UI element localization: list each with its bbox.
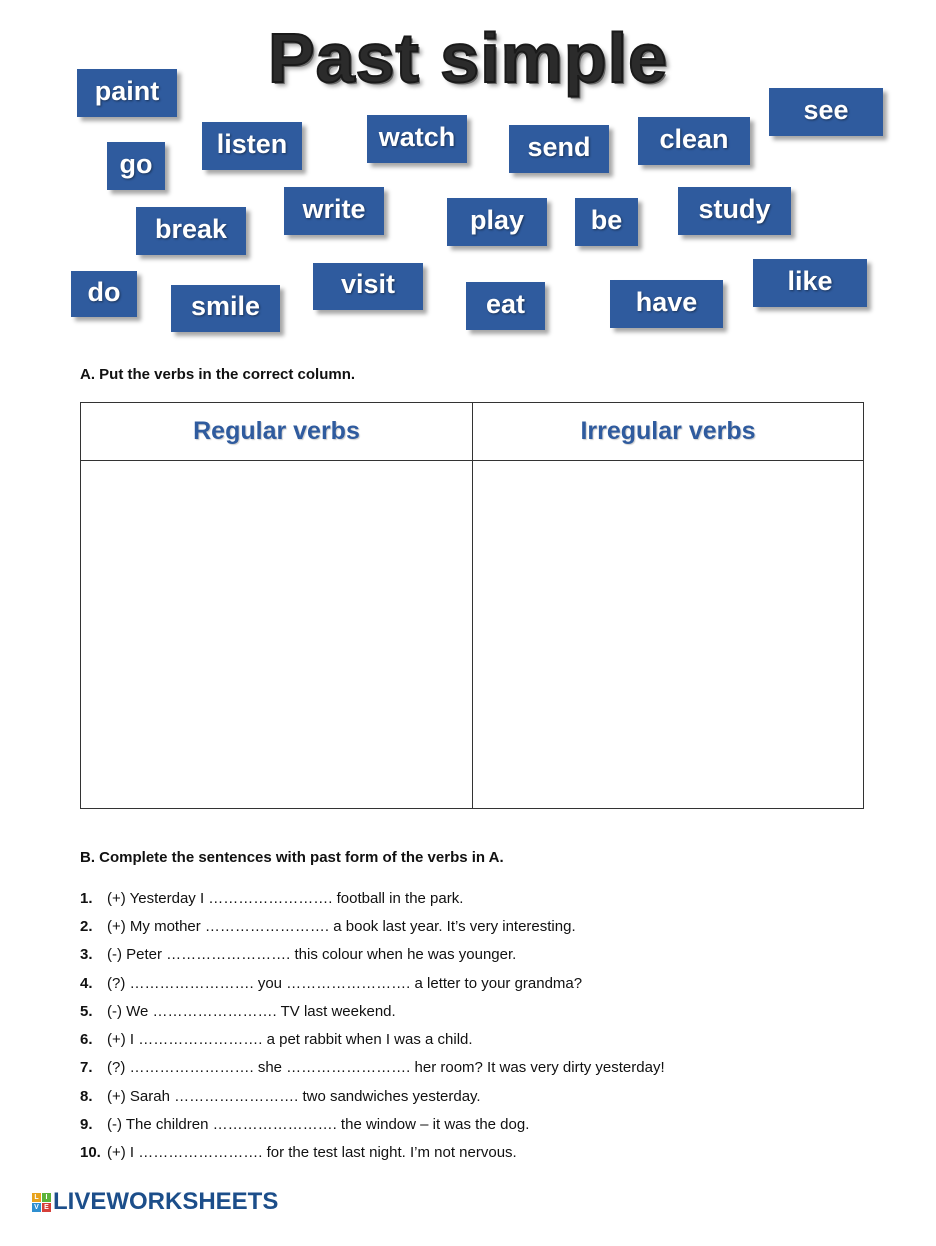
word-card-clean[interactable]: clean xyxy=(638,117,750,165)
sentence-number: 7. xyxy=(80,1059,93,1077)
logo-mark-letter: I xyxy=(42,1193,51,1202)
sentence-text: (+) Sarah ……………………. two sandwiches yesterday. xyxy=(107,1087,481,1105)
logo-mark-icon xyxy=(32,1193,51,1212)
sentence-item[interactable] xyxy=(80,1054,665,1082)
verbs-table xyxy=(80,402,864,809)
regular-verbs-heading: Regular verbs xyxy=(81,403,472,461)
word-card-send[interactable]: send xyxy=(509,125,609,173)
word-card-eat[interactable]: eat xyxy=(466,282,545,330)
sentence-item[interactable] xyxy=(80,941,665,969)
page-title: Past simple xyxy=(267,19,669,97)
word-card-see[interactable]: see xyxy=(769,88,883,136)
irregular-verbs-heading: Irregular verbs xyxy=(473,403,863,461)
sentence-item[interactable] xyxy=(80,1025,665,1053)
sentence-text: (+) My mother ……………………. a book last year. It’s very interesting. xyxy=(107,917,576,935)
word-card-go[interactable]: go xyxy=(107,142,165,190)
sentence-item[interactable] xyxy=(80,1139,665,1167)
sentence-number: 3. xyxy=(80,946,93,964)
word-card-smile[interactable]: smile xyxy=(171,285,280,332)
sentence-number: 5. xyxy=(80,1002,93,1020)
sentence-text: (-) The children ……………………. the window – it was the dog. xyxy=(107,1116,530,1134)
sentence-number: 10. xyxy=(80,1144,101,1162)
sentence-text: (+) Yesterday I ……………………. football in the park. xyxy=(107,889,464,907)
sentence-item[interactable] xyxy=(80,912,665,940)
word-card-play[interactable]: play xyxy=(447,198,547,246)
word-card-like[interactable]: like xyxy=(753,259,867,307)
liveworksheets-logo[interactable] xyxy=(32,1188,278,1216)
sentence-list xyxy=(80,884,665,1167)
sentence-number: 4. xyxy=(80,974,93,992)
logo-text: LIVEWORKSHEETS xyxy=(53,1188,279,1215)
logo-mark-letter: E xyxy=(42,1203,51,1212)
sentence-number: 1. xyxy=(80,889,93,907)
word-card-do[interactable]: do xyxy=(71,271,137,317)
word-card-have[interactable]: have xyxy=(610,280,723,328)
word-card-study[interactable]: study xyxy=(678,187,791,235)
word-card-listen[interactable]: listen xyxy=(202,122,302,170)
word-card-break[interactable]: break xyxy=(136,207,246,255)
sentence-number: 2. xyxy=(80,917,93,935)
word-card-visit[interactable]: visit xyxy=(313,263,423,310)
sentence-item[interactable] xyxy=(80,969,665,997)
section-a-instruction: A. Put the verbs in the correct column. xyxy=(80,366,356,383)
sentence-text: (?) ……………………. she ……………………. her room? It was very dirty yesterday! xyxy=(107,1059,665,1077)
sentence-number: 9. xyxy=(80,1116,93,1134)
sentence-text: (-) We ……………………. TV last weekend. xyxy=(107,1002,396,1020)
logo-mark-letter: L xyxy=(32,1193,41,1202)
sentence-number: 6. xyxy=(80,1031,93,1049)
sentence-text: (+) I ……………………. for the test last night. I’m not nervous. xyxy=(107,1144,517,1162)
sentence-text: (-) Peter ……………………. this colour when he was younger. xyxy=(107,946,517,964)
word-card-paint[interactable]: paint xyxy=(77,69,177,117)
sentence-item[interactable] xyxy=(80,1110,665,1138)
sentence-item[interactable] xyxy=(80,1082,665,1110)
sentence-text: (?) ……………………. you ……………………. a letter to your grandma? xyxy=(107,974,583,992)
word-card-be[interactable]: be xyxy=(575,198,638,246)
sentence-text: (+) I ……………………. a pet rabbit when I was a child. xyxy=(107,1031,473,1049)
sentence-item[interactable] xyxy=(80,997,665,1025)
regular-verbs-drop-area[interactable] xyxy=(81,461,472,808)
irregular-verbs-drop-area[interactable] xyxy=(473,461,863,808)
logo-mark-letter: V xyxy=(32,1203,41,1212)
word-card-watch[interactable]: watch xyxy=(367,115,467,163)
section-b-instruction: B. Complete the sentences with past form of the verbs in A. xyxy=(80,849,504,866)
sentence-item[interactable] xyxy=(80,884,665,912)
sentence-number: 8. xyxy=(80,1087,93,1105)
word-card-write[interactable]: write xyxy=(284,187,384,235)
